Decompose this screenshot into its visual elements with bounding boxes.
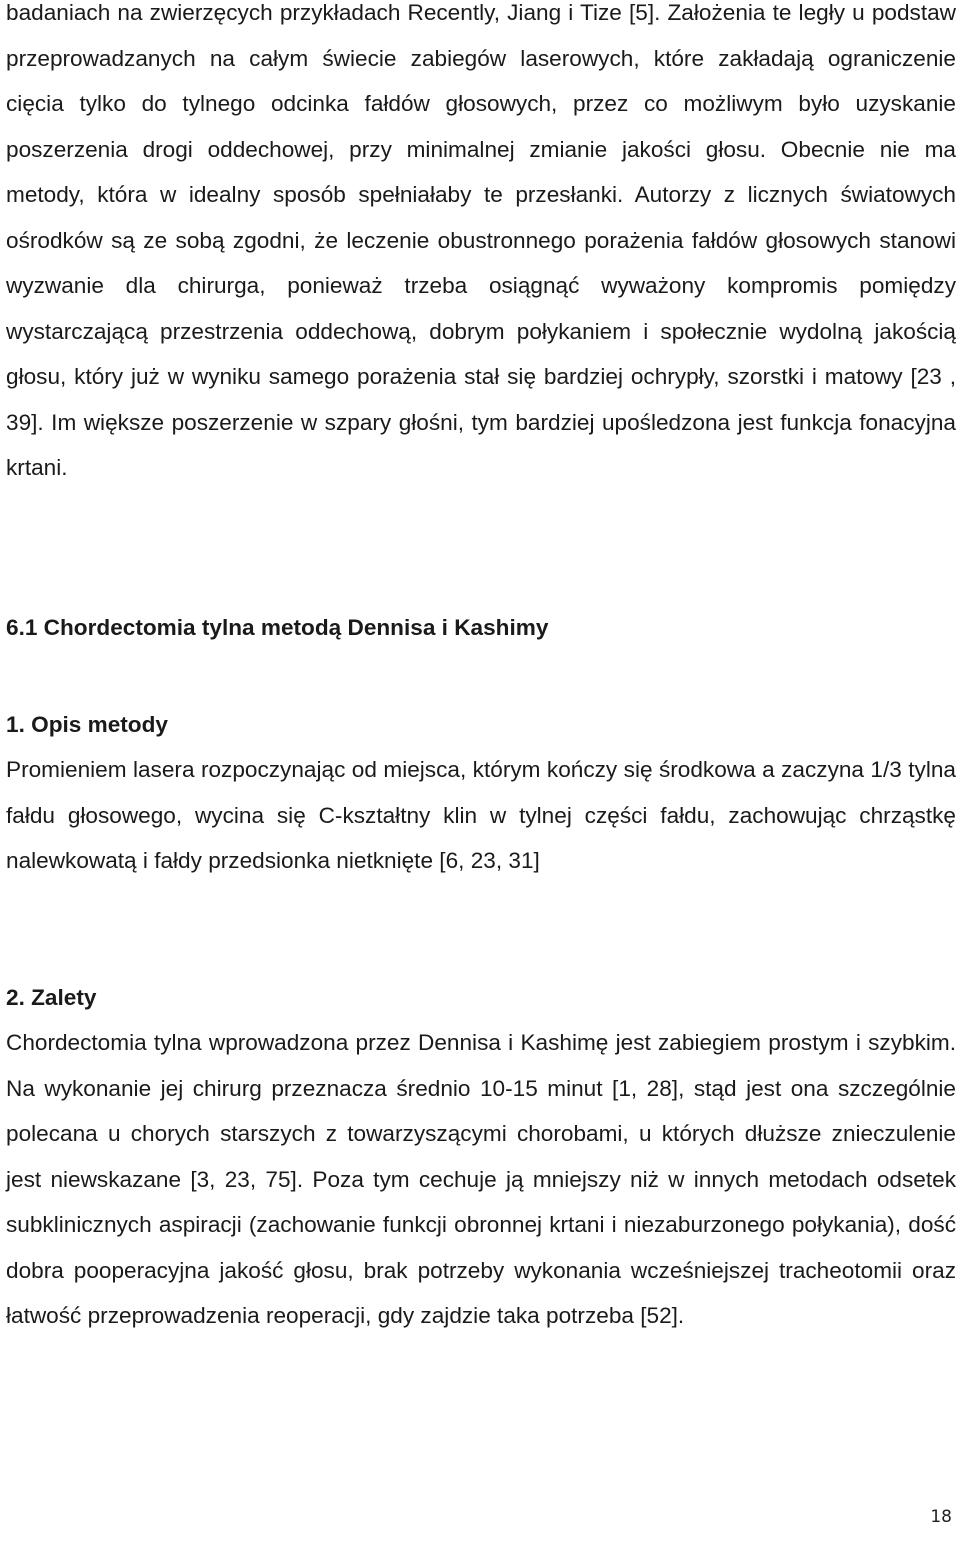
zalety-paragraph: Chordectomia tylna wprowadzona przez Dennisa i Kashimę jest zabiegiem prostym i szybkim. Na wykonanie jej chirurg przeznacza średnio 10-15 minut [1, 28], stąd jest ona szczególnie polecana u chorych starszych z towarzyszącymi chorobami, u których dłuższe znieczulenie jest niewskazane [3, 23, 75]. Poza tym cechuje ją mniejszy niż w innych metodach odsetek subklinicznych aspiracji (zachowanie funkcji obronnej krtani i niezaburzonego połykania), dość dobra pooperacyjna jakość głosu, brak potrzeby wykonania wcześniejszej tracheotomii oraz łatwość przeprowadzenia reoperacji, gdy zajdzie taka potrzeba [52]. [6,1030,956,1328]
page-number: 18 [930,1507,952,1527]
intro-paragraph: badaniach na zwierzęcych przykładach Recently, Jiang i Tize [5]. Założenia te legły u podstaw przeprowadzanych na całym świecie zabiegów laserowych, które zakładają ograniczenie cięcia tylko do tylnego odcinka fałdów głosowych, przez co możliwym było uzyskanie poszerzenia drogi oddechowej, przy minimalnej zmianie jakości głosu. Obecnie nie ma metody, która w idealny sposób spełniałaby te przesłanki. Autorzy z licznych światowych ośrodków są ze sobą zgodni, że leczenie obustronnego porażenia fałdów głosowych stanowi wyzwanie dla chirurga, ponieważ trzeba osiągnąć wyważony kompromis pomiędzy wystarczającą przestrzenia oddechową, dobrym połykaniem i społecznie wydolną jakością głosu, który już w wyniku samego porażenia stał się bardziej ochrypły, szorstki i matowy [23 , 39]. Im większe poszerzenie w szpary głośni, tym bardziej upośledzona jest funkcja fonacyjna krtani. [6,0,956,480]
zalety-heading: 2. Zalety [6,985,97,1010]
opis-metody-heading: 1. Opis metody [6,712,168,737]
section-heading: 6.1 Chordectomia tylna metodą Dennisa i Kashimy [6,615,549,640]
opis-metody-paragraph: Promieniem lasera rozpoczynając od miejsca, którym kończy się środkowa a zaczyna 1/3 tylna fałdu głosowego, wycina się C-kształtny klin w tylnej części fałdu, zachowując chrząstkę nalewkowatą i fałdy przedsionka nietknięte [6, 23, 31] [6,757,956,873]
